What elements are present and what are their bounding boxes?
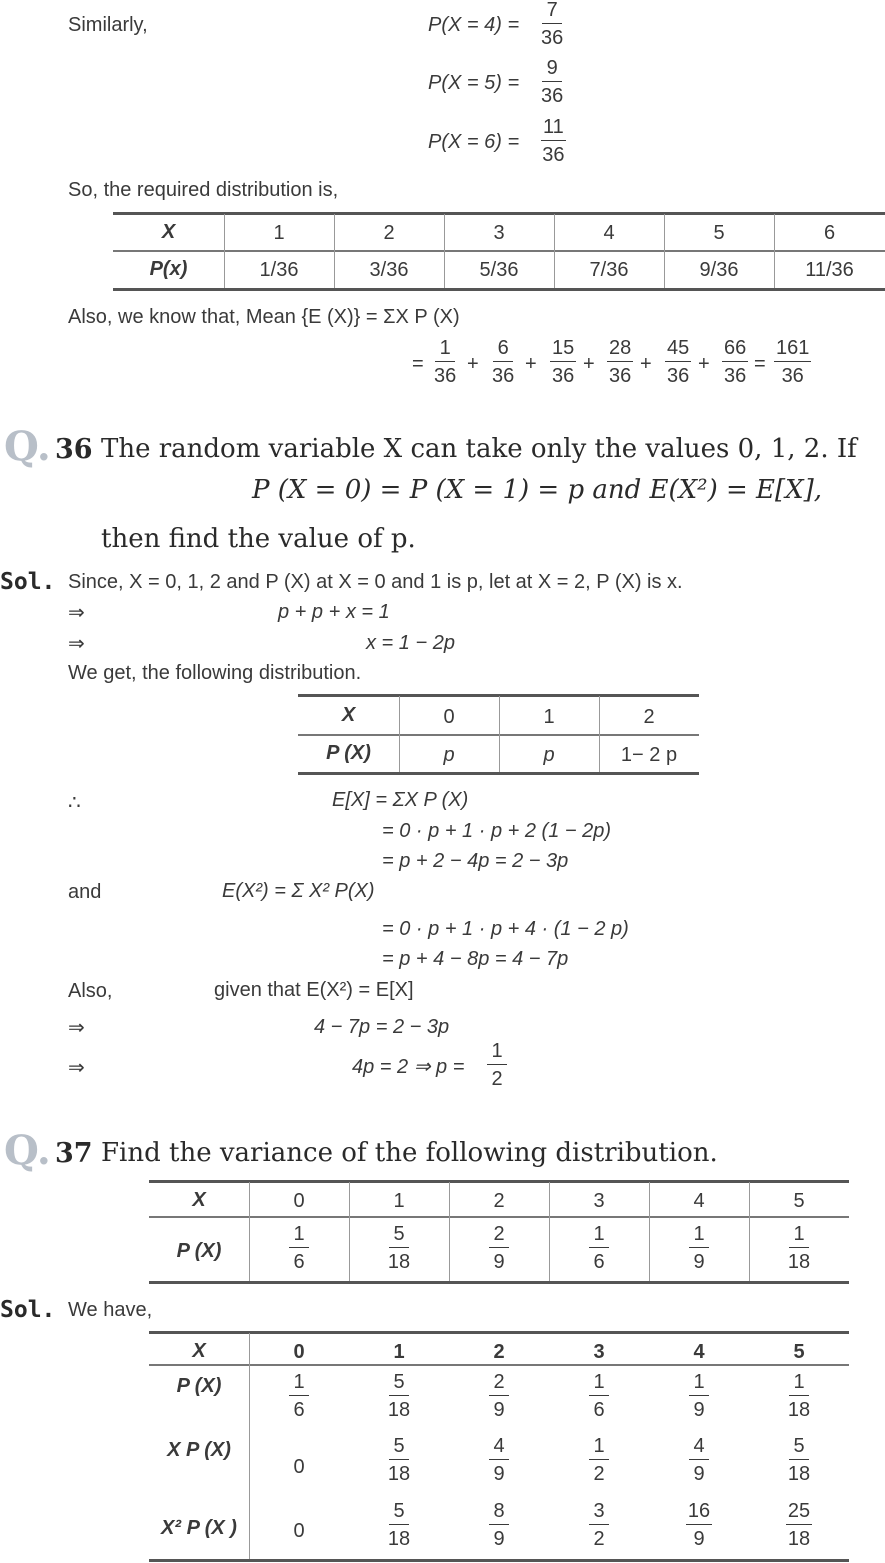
table3-x-cell: 4: [693, 1190, 705, 1212]
table4-p-fraction: $\frac{1}{9}$: [649, 1372, 749, 1420]
table1-header-px: P(x): [149, 258, 188, 280]
q36-text-line1: The random variable X can take only the values 0, 1, 2. If: [101, 434, 857, 464]
q36-ex2-1: E(X²) = Σ X² P(X): [222, 880, 375, 902]
distribution-intro: So, the required distribution is,: [68, 179, 339, 201]
table3-x-cell: 1: [393, 1190, 405, 1212]
table4-header-x2px: X² P (X ): [161, 1517, 237, 1539]
table2-x-cell: 2: [643, 706, 655, 728]
table4-header-xpx: X P (X): [167, 1439, 231, 1461]
q36-eq2: x = 1 − 2p: [366, 632, 455, 654]
table2-p-cell: p: [543, 744, 555, 766]
table2-header-px: P (X): [326, 742, 371, 764]
table4-x-cell: 0: [293, 1341, 305, 1363]
question-number: 36: [55, 434, 93, 465]
table2-x-cell: 0: [443, 706, 455, 728]
table1-p-cell: 1/36: [259, 259, 299, 281]
table3-header-px: P (X): [176, 1240, 222, 1262]
table4-xp-fraction: $\frac{5}{18}$: [387, 1435, 411, 1485]
table4-xp-cell: 0: [293, 1456, 305, 1478]
table1-x-cell: 6: [823, 222, 836, 244]
table3-p-fraction: $\frac{5}{18}$: [387, 1223, 411, 1273]
table4-header-px: P (X): [176, 1375, 222, 1397]
mean-formula: Also, we know that, Mean {E (X)} = ΣX P (X): [68, 306, 460, 328]
question-mark-q37: Q.: [4, 1127, 51, 1174]
table1-x-cell: 5: [713, 222, 725, 244]
mean-term: $\frac{66}{36}$: [724, 337, 747, 387]
table4-p-fraction: $\frac{1}{18}$: [787, 1371, 811, 1421]
q36-ex3: = p + 2 − 4p = 2 − 3p: [382, 850, 569, 872]
table3-p-fraction: $\frac{1}{6}$: [549, 1224, 649, 1272]
table1-x-cell: 3: [493, 222, 505, 244]
table4-x-cell: 5: [793, 1341, 805, 1363]
px6-fraction: $\frac{11}{36}$: [542, 116, 565, 166]
table4-x2p-fraction: $\frac{5}{18}$: [387, 1500, 411, 1550]
question-number: 37: [55, 1138, 93, 1169]
table4-p-fraction: $\frac{5}{18}$: [387, 1371, 411, 1421]
px5-expression: P(X = 5) =: [428, 72, 520, 94]
plus-sign: +: [525, 353, 537, 375]
table1-p-cell: 11/36: [805, 259, 854, 281]
table3-p-fraction: $\frac{2}{9}$: [449, 1224, 549, 1272]
implies-icon: ⇒: [68, 602, 85, 624]
table4-x2p-cell: 0: [293, 1520, 305, 1542]
q36-ex1: E[X] = ΣX P (X): [332, 789, 469, 811]
q36-answer-fraction: $\frac{1}{2}$: [487, 1041, 507, 1089]
mean-equals: =: [412, 353, 424, 375]
table1-x-cell: 4: [603, 222, 615, 244]
table2-p-cell: p: [443, 744, 455, 766]
table2-p-cell: 1− 2 p: [620, 744, 678, 766]
table3-header-x: X: [192, 1189, 206, 1211]
px4-fraction: $\frac{7}{36}$: [541, 0, 564, 49]
q36-since-text: Since, X = 0, 1, 2 and P (X) at X = 0 and 1 is p, let at X = 2, P (X) is x.: [68, 571, 683, 593]
table1-p-cell: 7/36: [589, 259, 629, 281]
q36-text-line2: P (X = 0) = P (X = 1) = p and E(X²) = E[X],: [252, 475, 823, 505]
q36-eq3: 4 − 7p = 2 − 3p: [314, 1016, 450, 1038]
table3-x-cell: 0: [293, 1190, 305, 1212]
plus-sign: +: [698, 353, 710, 375]
table3-p-fraction: $\frac{1}{18}$: [787, 1223, 811, 1273]
px6-expression: P(X = 6) =: [428, 131, 520, 153]
table4-x2p-fraction: $\frac{3}{2}$: [549, 1501, 649, 1549]
q36-we-get: We get, the following distribution.: [68, 662, 362, 684]
q36-given: given that E(X²) = E[X]: [214, 979, 414, 1001]
q36-ex2-3: = p + 4 − 8p = 4 − 7p: [382, 948, 569, 970]
table4-xp-fraction: $\frac{4}{9}$: [649, 1436, 749, 1484]
mean-term: $\frac{28}{36}$: [609, 337, 632, 387]
q36-eq4: 4p = 2 ⇒ p =: [352, 1056, 465, 1078]
table4-x-cell: 1: [393, 1341, 405, 1363]
table1-x-cell: 2: [383, 222, 395, 244]
table4-x-cell: 4: [693, 1341, 705, 1363]
table4-p-fraction: $\frac{1}{6}$: [249, 1372, 349, 1420]
q36-ex2-2: = 0 · p + 1 · p + 4 · (1 − 2 p): [382, 918, 629, 940]
similarly-label: Similarly,: [68, 14, 148, 36]
px4-expression: P(X = 4) =: [428, 14, 520, 36]
mean-equals: =: [754, 353, 766, 375]
implies-icon: ⇒: [68, 1017, 85, 1039]
q36-eq1: p + p + x = 1: [278, 601, 390, 623]
table3-x-cell: 5: [793, 1190, 805, 1212]
implies-icon: ⇒: [68, 633, 85, 655]
table4-x2p-fraction: $\frac{16}{9}$: [687, 1500, 711, 1550]
plus-sign: +: [467, 353, 479, 375]
mean-term: $\frac{1}{36}$: [434, 337, 457, 387]
also-label: Also,: [68, 980, 113, 1002]
question-mark-q36: Q.: [4, 423, 51, 470]
table4-p-fraction: $\frac{1}{6}$: [549, 1372, 649, 1420]
q37-text: Find the variance of the following distribution.: [101, 1138, 718, 1168]
table1-p-cell: 3/36: [369, 259, 409, 281]
table4-xp-fraction: $\frac{1}{2}$: [549, 1436, 649, 1484]
px5-fraction: $\frac{9}{36}$: [541, 57, 564, 107]
we-have-label: We have,: [68, 1299, 153, 1321]
table1-header-x: X: [161, 221, 176, 243]
table4-xp-fraction: $\frac{5}{18}$: [787, 1435, 811, 1485]
table4-xp-fraction: $\frac{4}{9}$: [449, 1436, 549, 1484]
table4-header-x: X: [192, 1340, 206, 1362]
table4-x2p-fraction: $\frac{25}{18}$: [787, 1500, 811, 1550]
solution-label: Sol.: [0, 569, 56, 595]
table2-header-x: X: [341, 704, 356, 726]
table3-p-fraction: $\frac{1}{9}$: [649, 1224, 749, 1272]
table3-p-fraction: $\frac{1}{6}$: [249, 1224, 349, 1272]
table4-x2p-fraction: $\frac{8}{9}$: [449, 1501, 549, 1549]
plus-sign: +: [640, 353, 652, 375]
solution-label: Sol.: [0, 1297, 56, 1323]
table3-x-cell: 3: [593, 1190, 605, 1212]
and-label: and: [68, 881, 102, 903]
q36-ex2: = 0 · p + 1 · p + 2 (1 − 2p): [382, 820, 612, 842]
table1-p-cell: 9/36: [699, 259, 739, 281]
q36-text-line3: then find the value of p.: [101, 524, 416, 554]
table4-x-cell: 3: [593, 1341, 605, 1363]
table4-x-cell: 2: [493, 1341, 505, 1363]
mean-term: $\frac{45}{36}$: [667, 337, 690, 387]
table4-p-fraction: $\frac{2}{9}$: [449, 1372, 549, 1420]
implies-icon: ⇒: [68, 1057, 85, 1079]
mean-result: $\frac{161}{36}$: [776, 337, 810, 387]
table3-x-cell: 2: [493, 1190, 505, 1212]
table1-p-cell: 5/36: [479, 259, 519, 281]
plus-sign: +: [583, 353, 595, 375]
table1-x-cell: 1: [273, 222, 285, 244]
mean-term: $\frac{15}{36}$: [552, 337, 575, 387]
therefore-icon: ∴: [68, 792, 81, 814]
mean-term: $\frac{6}{36}$: [492, 337, 515, 387]
table2-x-cell: 1: [543, 706, 555, 728]
